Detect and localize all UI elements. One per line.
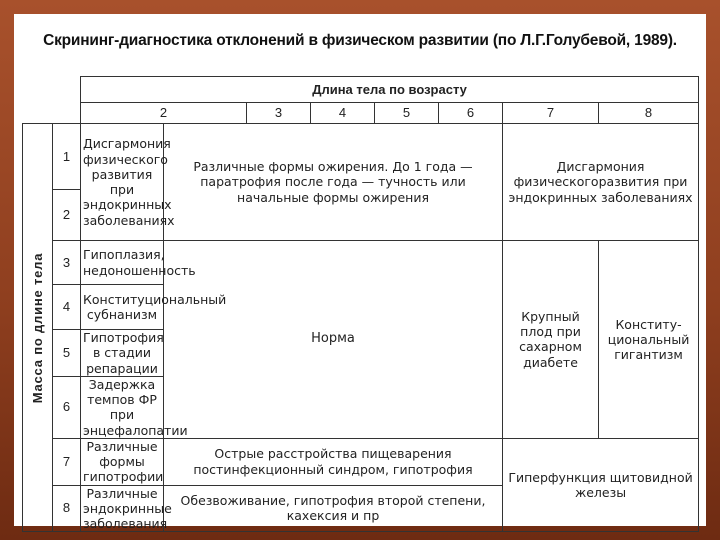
- column-number: 3: [247, 103, 311, 124]
- slide-title: Скрининг-диагностика отклонений в физическом развитии (по Л.Г.Голубевой, 1989).: [43, 32, 677, 49]
- column-number: 6: [439, 103, 503, 124]
- screening-table: [22, 76, 699, 532]
- cell-hypotrophy-reparation: Гипотрофия в стадии репарации: [81, 330, 164, 377]
- cell-digestion-disorders: Острые расстройства пищеварения постинфекционный синдром, гипотрофия: [164, 438, 503, 485]
- cell-large-fetus: Крупный плод при сахарном диабете: [503, 241, 599, 439]
- row-number: 3: [53, 241, 81, 285]
- cell-obesity-forms: Различные формы ожирения. До 1 года — паратрофия после года — тучность или начальные формы ожирения: [164, 124, 503, 241]
- mass-axis-label: Масса по длине тела: [29, 252, 45, 403]
- cell-endocrine-diseases: Различные эндокринные заболевания: [81, 485, 164, 532]
- cell-dehydration: Обезвоживание, гипотрофия второй степени, кахексия и пр: [164, 485, 503, 532]
- length-header: Длина тела по возрасту: [81, 77, 699, 103]
- mass-axis-cell: [23, 124, 53, 532]
- row-number: 4: [53, 285, 81, 330]
- cell-dysharmony-endocrine-right: Дисгармония физическогоразвития при эндокринных заболеваниях: [503, 124, 699, 241]
- row-number: 7: [53, 438, 81, 485]
- cell-hypoplasia: Гипоплазия, недоношенность: [81, 241, 164, 285]
- row-number: 1: [53, 124, 81, 190]
- cell-dysharmony-endocrine: Дисгармония физического развития при эндокринных заболеваниях: [81, 124, 164, 241]
- row-number: 2: [53, 190, 81, 241]
- column-number: 8: [599, 103, 699, 124]
- cell-norm: Норма: [164, 241, 503, 439]
- cell-thyroid-hyperfunction: Гиперфункция щитовидной железы: [503, 438, 699, 532]
- corner-cell: [23, 77, 81, 124]
- cell-delay-encephalopathy: Задержка темпов ФР при энцефалопатии: [81, 376, 164, 438]
- column-number: 7: [503, 103, 599, 124]
- slide: [14, 14, 706, 531]
- row-number: 5: [53, 330, 81, 377]
- cell-hypotrophy-forms: Различные формы гипотрофии: [81, 438, 164, 485]
- column-number: 5: [375, 103, 439, 124]
- column-number: 2: [81, 103, 247, 124]
- row-number: 8: [53, 485, 81, 532]
- cell-subnanism: Конституциональный субнанизм: [81, 285, 164, 330]
- row-number: 6: [53, 376, 81, 438]
- cell-gigantism: Конститу-циональный гигантизм: [599, 241, 699, 439]
- column-number: 4: [311, 103, 375, 124]
